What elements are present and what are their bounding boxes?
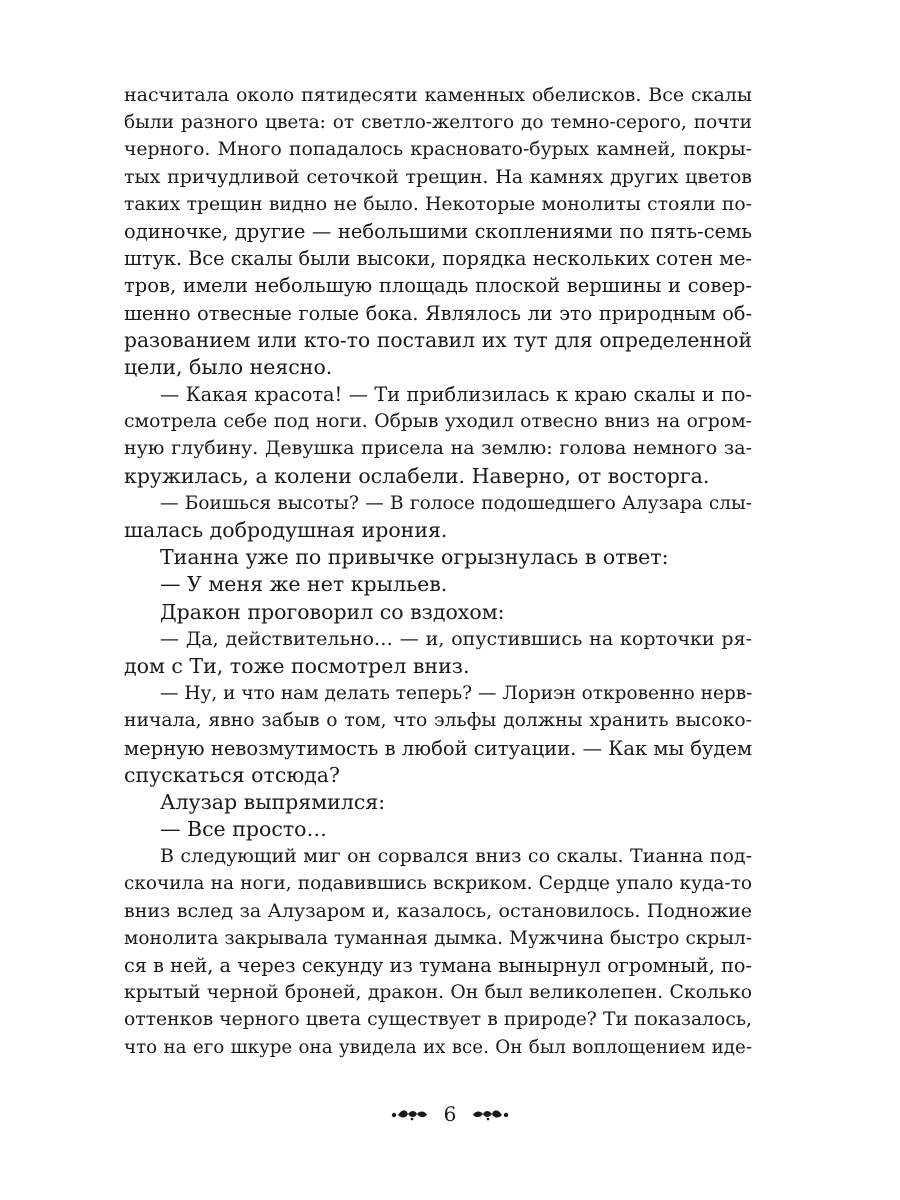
text-line: крытый черной броней, дракон. Он был великолепен. Сколько — [124, 982, 752, 1004]
text-line: — Да, действительно… — и, опустившись на корточки ря- — [160, 627, 752, 650]
text-line: В следующий миг он сорвался вниз со скалы. Тианна под- — [160, 845, 752, 868]
text-line: разованием или кто-то поставил их тут для определенной — [124, 327, 752, 352]
text-line: насчитала около пятидесяти каменных обелисков. Все скалы — [124, 84, 752, 106]
text-line: скочила на ноги, подавившись вскриком. Сердце упало куда-то — [124, 873, 752, 895]
text-line: штук. Все скалы были высоки, порядка нескольких сотен ме- — [124, 247, 753, 271]
text-line: Алузар выпрямился: — [160, 789, 386, 814]
text-line: — У меня же нет крыльев. — [160, 572, 448, 597]
text-line: шалась добродушная ирония. — [124, 518, 448, 542]
text-line: ся в ней, а через секунду из тумана вынырнул огромный, по- — [124, 954, 752, 977]
text-line: — Какая красота! — Ти приблизилась к краю скалы и по- — [160, 383, 752, 407]
text-line: смотрела себе под ноги. Обрыв уходил отвесно вниз на огром- — [124, 411, 752, 433]
text-line: спускаться отсюда? — [124, 762, 341, 787]
text-line: Тианна уже по привычке огрызнулась в ответ: — [160, 545, 669, 570]
text-line: шенно отвесные голые бока. Являлось ли это природным об- — [124, 301, 752, 325]
text-line: — Ну, и что нам делать теперь? — Лориэн откровенно нерв- — [160, 683, 753, 705]
body-text — [124, 82, 752, 1061]
text-line: оттенков черного цвета существует в природе? Ти показалось, — [124, 1009, 752, 1031]
text-line: кружилась, а колени ослабели. Наверно, от восторга. — [124, 463, 710, 488]
text-line: дом с Ти, тоже посмотрел вниз. — [124, 653, 470, 678]
text-line: мерную невозмутимость в любой ситуации. — Как мы будем — [124, 736, 753, 760]
text-line: ничала, явно забыв о том, что эльфы должны хранить высоко- — [124, 710, 752, 732]
text-line: тых причудливой сеточкой трещин. На камнях других цветов — [124, 165, 752, 188]
text-line: одиночке, другие — небольшими скоплениями по пять-семь — [124, 219, 752, 243]
text-line: ную глубину. Девушка присела на землю: голова немного за- — [124, 437, 752, 460]
text-line: монолита закрывала туманная дымка. Мужчина быстро скрыл- — [124, 927, 752, 949]
page-footer — [0, 1099, 900, 1129]
floral-ornament-right-icon — [470, 1107, 510, 1121]
text-line: тров, имели небольшую площадь плоской вершины и совер- — [124, 274, 752, 298]
text-line: цели, было неясно. — [124, 354, 333, 379]
text-line: были разного цвета: от светло-желтого до темно-серого, почти — [124, 112, 752, 134]
text-line: черного. Много попадалось красновато-бурых камней, покры- — [124, 139, 752, 161]
text-line: таких трещин видно не было. Некоторые монолиты стояли по- — [124, 193, 752, 215]
text-line: Дракон проговорил со вздохом: — [160, 599, 505, 624]
text-line: — Боишься высоты? — В голосе подошедшего Алузара слы- — [160, 492, 752, 514]
text-line: — Все просто… — [160, 817, 328, 842]
floral-ornament-left-icon — [390, 1107, 430, 1121]
text-line: что на его шкуре она увидела их все. Он был воплощением иде- — [124, 1036, 752, 1058]
page-number: 6 — [443, 1102, 457, 1126]
text-line: вниз вслед за Алузаром и, казалось, остановилось. Подножие — [124, 899, 752, 922]
